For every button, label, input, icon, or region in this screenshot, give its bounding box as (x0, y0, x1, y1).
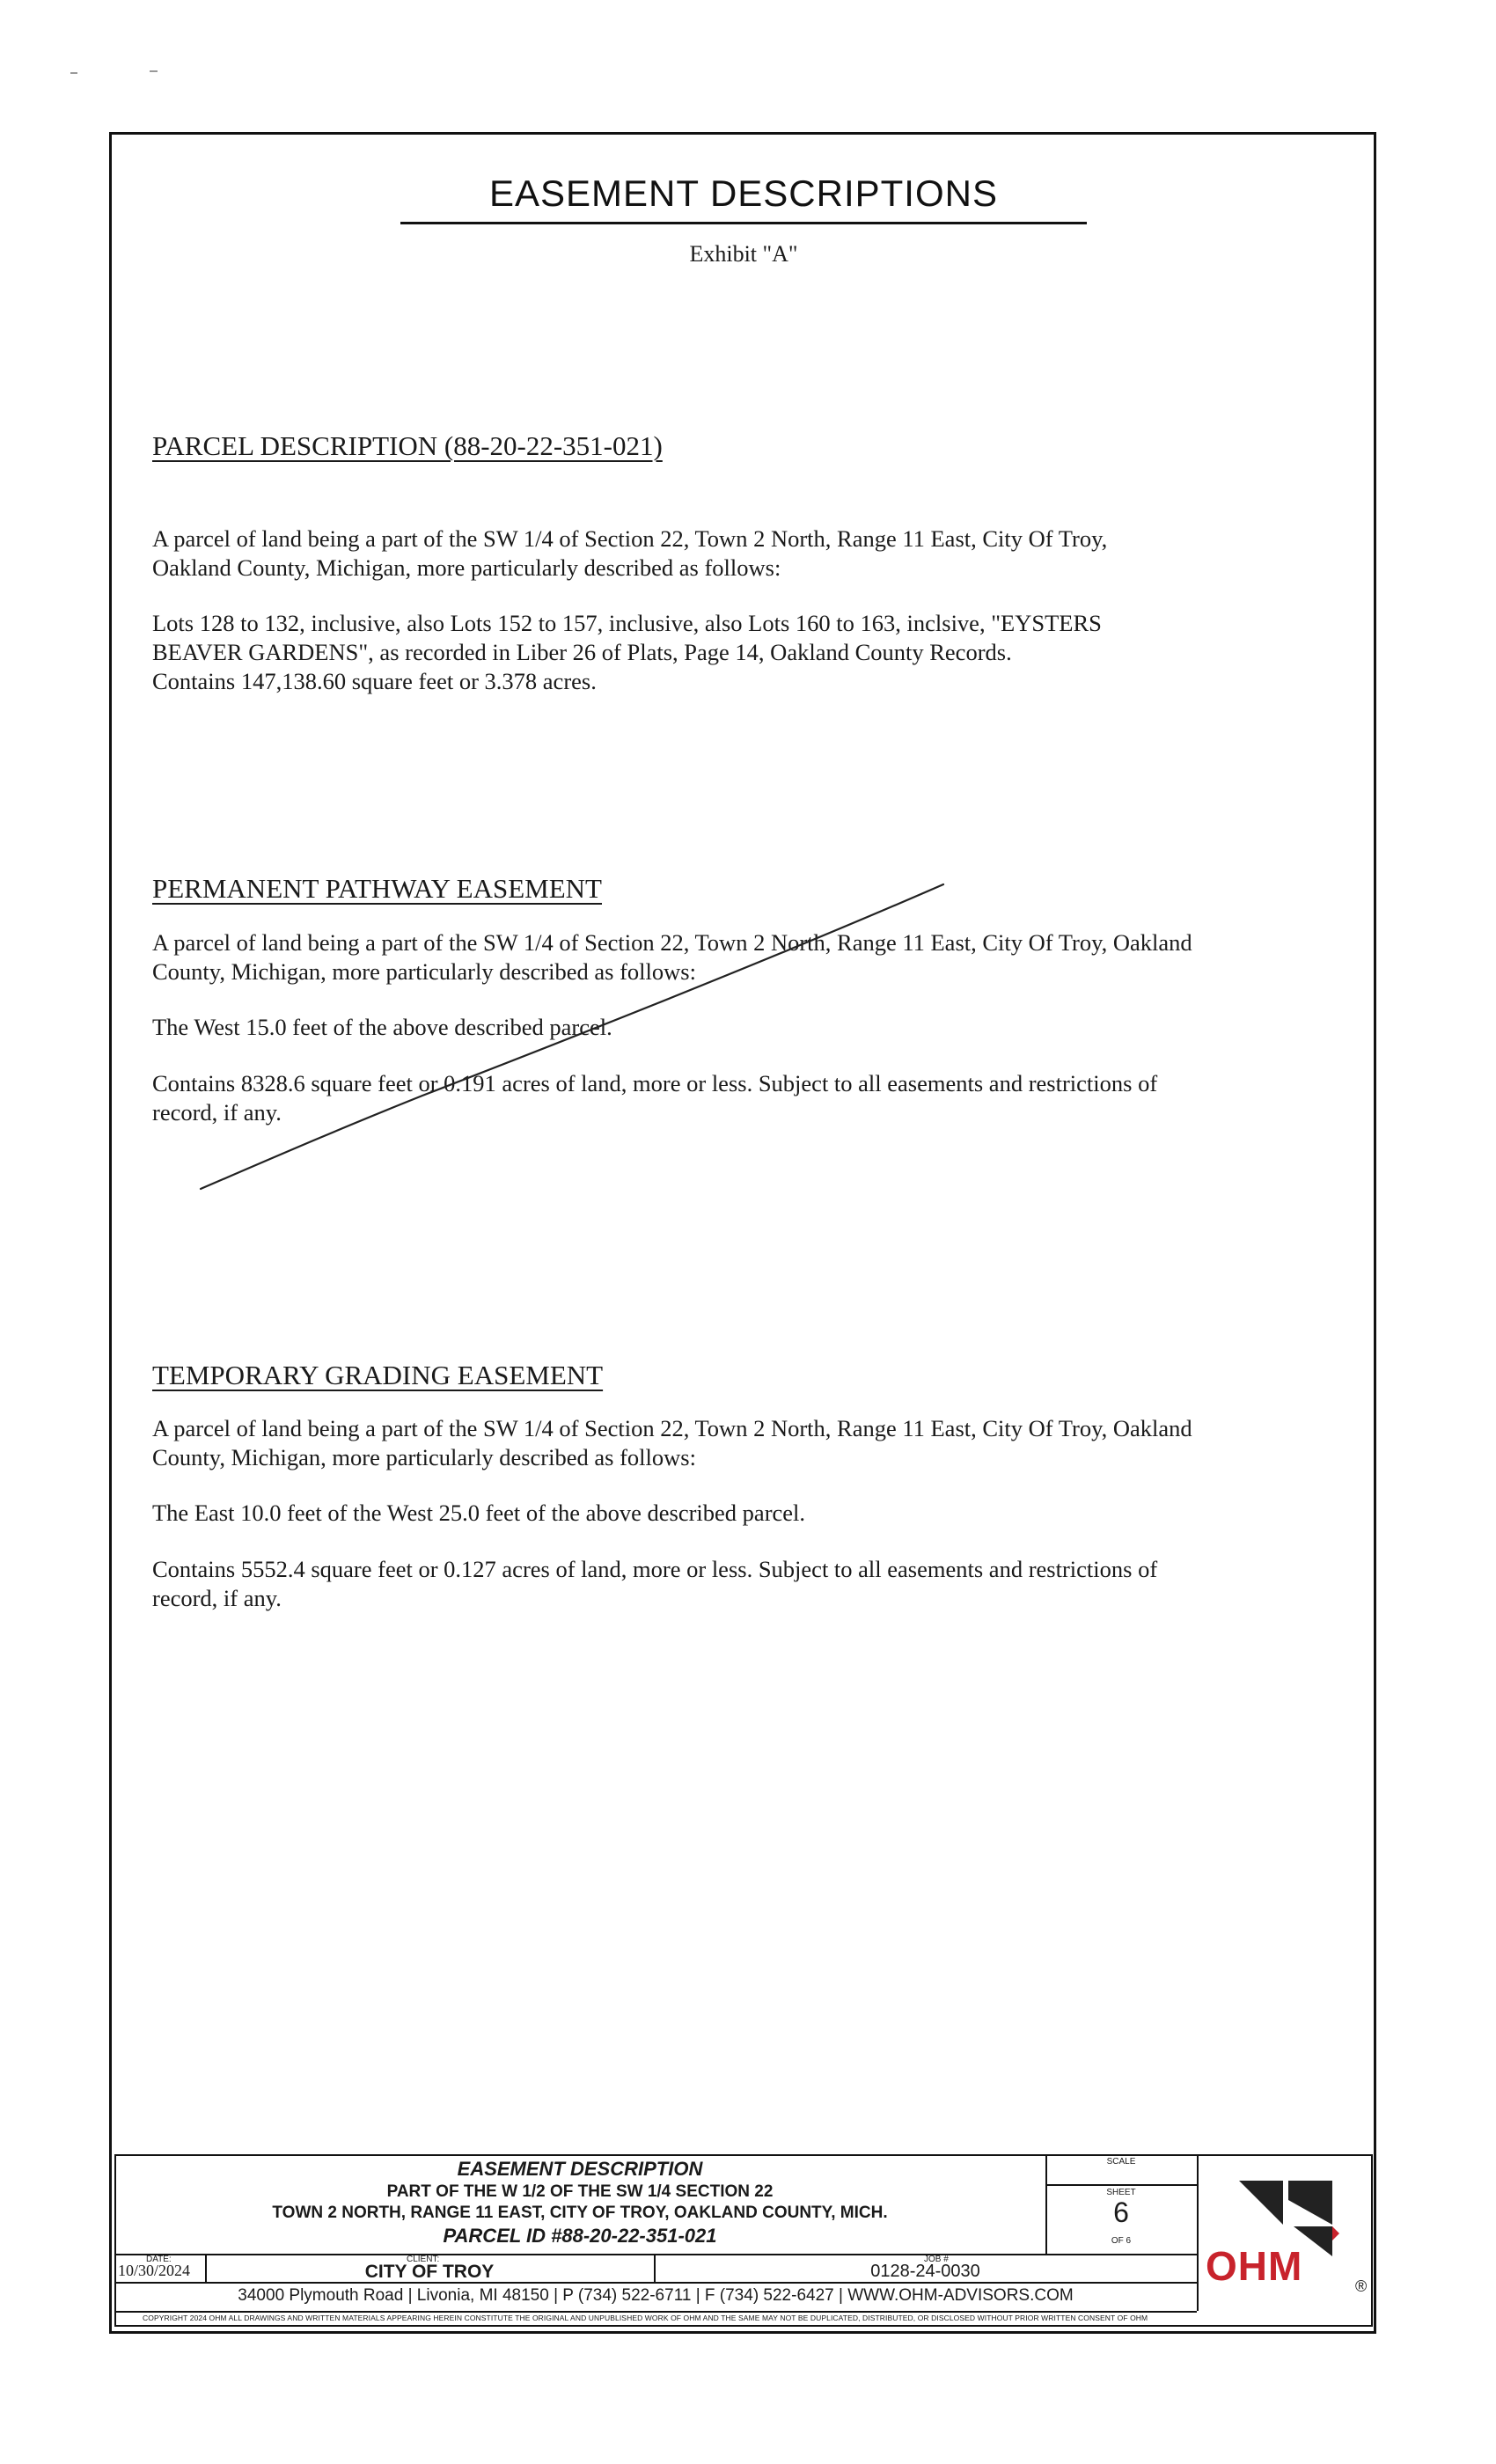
registered-mark: ® (1355, 2277, 1368, 2295)
text-line: Contains 147,138.60 square feet or 3.378 acres. (152, 668, 597, 694)
text-line: County, Michigan, more particularly described as follows: (152, 1444, 696, 1470)
client-value: CITY OF TROY (364, 2262, 495, 2282)
pathway-paragraph-2 (152, 1013, 612, 1042)
text-line: Lots 128 to 132, inclusive, also Lots 152 to 157, inclusive, also Lots 160 to 163, inclsive, "EYSTERS (152, 610, 1102, 636)
sheet-number: 6 (1113, 2196, 1129, 2228)
text-line: A parcel of land being a part of the SW 1/4 of Section 22, Town 2 North, Range 11 East, City Of Troy, (152, 525, 1108, 552)
text-line: The East 10.0 feet of the West 25.0 feet of the above described parcel. (152, 1500, 806, 1526)
title-block-line-1: PART OF THE W 1/2 OF THE SW 1/4 SECTION 22 (386, 2182, 774, 2201)
office-address: 34000 Plymouth Road | Livonia, MI 48150 | P (734) 522-6711 | F (734) 522-6427 | WWW.OHM-ADVISORS.COM (238, 2286, 1074, 2305)
job-number: 0128-24-0030 (870, 2262, 980, 2281)
text-line: Contains 5552.4 square feet or 0.127 acres of land, more or less. Subject to all easements and restrictions of (152, 1556, 1158, 1582)
text-line: record, if any. (152, 1585, 282, 1611)
divider (114, 2311, 1197, 2313)
parcel-paragraph-2 (152, 609, 1102, 696)
client-label: CLIENT: (407, 2255, 440, 2264)
pathway-paragraph-1 (152, 928, 1192, 986)
section-heading-temporary-grading: TEMPORARY GRADING EASEMENT (152, 1360, 604, 1390)
text-line: A parcel of land being a part of the SW 1/4 of Section 22, Town 2 North, Range 11 East, City Of Troy, Oakland (152, 1415, 1192, 1441)
text-line: Contains 8328.6 square feet or 0.191 acres of land, more or less. Subject to all easements and restrictions of (152, 1070, 1158, 1096)
copyright-notice: COPYRIGHT 2024 OHM ALL DRAWINGS AND WRITTEN MATERIALS APPEARING HEREIN CONSTITUTE THE ORIGINAL AND UNPUBLISHED WORK OF OHM AND THE SAME MAY NOT BE DUPLICATED, DISTRIBUTED, OR DISCLOSED WITHOUT PRIOR WRITTEN CONSENT OF OHM (143, 2314, 1148, 2322)
grading-paragraph-3 (152, 1555, 1157, 1613)
text-line: record, if any. (152, 1099, 282, 1126)
title-block-heading: EASEMENT DESCRIPTION (457, 2158, 703, 2180)
sheet-border (109, 132, 1376, 2334)
parcel-id: PARCEL ID #88-20-22-351-021 (443, 2225, 717, 2247)
section-heading-parcel: PARCEL DESCRIPTION (88-20-22-351-021) (152, 430, 663, 461)
title-underline (400, 222, 1087, 224)
page-title: EASEMENT DESCRIPTIONS (489, 172, 998, 214)
grading-paragraph-2 (152, 1499, 805, 1528)
divider (1045, 2184, 1197, 2186)
text-line: A parcel of land being a part of the SW 1/4 of Section 22, Town 2 North, Range 11 East, City Of Troy, Oakland (152, 929, 1192, 956)
scan-mark (70, 72, 77, 74)
text-line: BEAVER GARDENS", as recorded in Liber 26 of Plats, Page 14, Oakland County Records. (152, 639, 1012, 665)
parcel-paragraph-1 (152, 524, 1107, 583)
title-block (114, 2154, 1373, 2327)
text-line: County, Michigan, more particularly described as follows: (152, 958, 696, 985)
pathway-paragraph-3 (152, 1069, 1157, 1127)
section-heading-permanent-pathway: PERMANENT PATHWAY EASEMENT (152, 873, 602, 904)
sheet-label: SHEET (1106, 2188, 1136, 2197)
scale-label: SCALE (1106, 2157, 1136, 2167)
divider (114, 2254, 1197, 2255)
divider (1197, 2154, 1199, 2311)
text-line: Oakland County, Michigan, more particularly described as follows: (152, 554, 781, 581)
date-label: DATE: (146, 2255, 172, 2264)
title-block-line-2: TOWN 2 NORTH, RANGE 11 EAST, CITY OF TROY, OAKLAND COUNTY, MICH. (272, 2204, 888, 2222)
ohm-logo-text: OHM (1206, 2243, 1303, 2289)
scan-mark (150, 70, 158, 72)
sheet-of-label: OF 6 (1111, 2236, 1132, 2246)
date-value: 10/30/2024 (118, 2262, 191, 2279)
exhibit-label: Exhibit "A" (689, 241, 798, 267)
text-line: The West 15.0 feet of the above described parcel. (152, 1014, 612, 1040)
grading-paragraph-1 (152, 1414, 1192, 1472)
job-label: JOB # (924, 2255, 949, 2264)
